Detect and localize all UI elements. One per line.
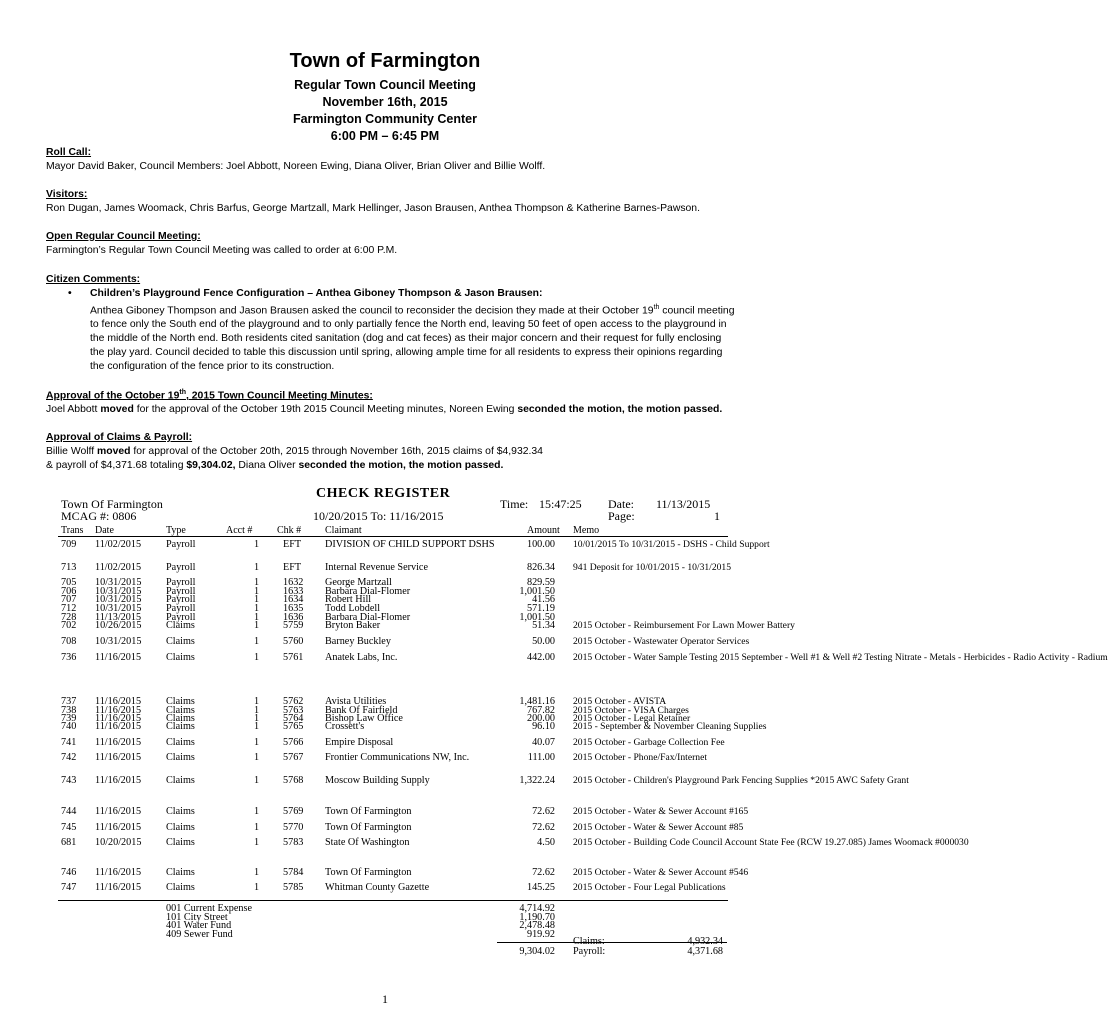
cell-trans: 702 (61, 620, 77, 631)
cell-date: 11/16/2015 (95, 737, 142, 748)
table-row (0, 637, 770, 647)
fund-name: 001 Current Expense (166, 903, 253, 914)
cell-claimant: Anatek Labs, Inc. (325, 652, 398, 663)
table-row (0, 753, 770, 763)
cell-date: 11/16/2015 (95, 867, 142, 878)
cell-acct: 1 (254, 806, 260, 817)
roll-call-text: Mayor David Baker, Council Members: Joel Abbott, Noreen Ewing, Diana Oliver, Brian Oliver and Billie Wolff. (46, 161, 546, 172)
payroll-total-value: 4,371.68 (687, 946, 723, 957)
cell-type: Claims (166, 705, 195, 716)
cell-acct: 1 (254, 620, 260, 631)
cell-chk: 5766 (283, 737, 304, 748)
cell-trans: 739 (61, 713, 77, 724)
cell-trans: 738 (61, 705, 77, 716)
register-page-label: Page: (608, 509, 635, 523)
cell-amount: 72.62 (532, 822, 555, 833)
cell-chk: 5770 (283, 822, 304, 833)
register-date-range: 10/20/2015 To: 11/16/2015 (313, 509, 444, 523)
minutes-mover: Joel Abbott (46, 404, 101, 416)
cell-acct: 1 (254, 882, 260, 893)
cell-type: Claims (166, 652, 195, 663)
cell-type: Claims (166, 867, 195, 878)
cell-amount: 1,001.50 (519, 586, 555, 597)
cell-date: 11/16/2015 (95, 652, 142, 663)
minutes-heading-part1: Approval of the October 19 (46, 390, 180, 402)
cell-chk: 5764 (283, 713, 304, 724)
register-mcag: MCAG #: 0806 (61, 509, 137, 523)
cell-chk: 5767 (283, 752, 304, 763)
cell-claimant: Robert Hill (325, 594, 372, 605)
cell-memo: 2015 October - Legal Retainer (573, 713, 691, 724)
claims-total-label: Claims: (573, 936, 605, 947)
fund-name: 101 City Street (166, 911, 228, 923)
cell-chk: 5765 (283, 721, 304, 732)
fund-amount: 919.92 (526, 928, 555, 940)
cell-acct: 1 (254, 721, 260, 732)
cell-type: Payroll (166, 594, 196, 605)
cell-acct: 1 (254, 867, 260, 878)
register-date: 11/13/2015 (656, 497, 711, 511)
cell-trans: 712 (61, 603, 77, 614)
payroll-total-label: Payroll: (573, 946, 606, 957)
citizen-comment-body-part2: council meeting to fence only the South end of the playground and to only partially fence the North end, leaving 50 feet of open access to the playground in the middle of the North end. Both residents cited sanitation (dog and cat feces) as their major concern and their request for fully enclosing the play yard. Council decided to table this discussion until spring, allowing ample time for all residents to express their opinions regarding the configuration of the fence prior to its construction. (90, 305, 735, 373)
cell-trans: 708 (61, 636, 77, 647)
cell-date: 11/13/2015 (95, 612, 142, 623)
fund-amount: 4,714.92 (519, 903, 555, 914)
citizen-comments-heading: Citizen Comments: (46, 274, 141, 285)
cell-type: Claims (166, 713, 195, 724)
cell-amount: 442.00 (526, 652, 555, 663)
col-chk: Chk # (277, 525, 302, 536)
cell-amount: 41.56 (532, 594, 555, 605)
cell-date: 11/16/2015 (95, 705, 142, 716)
cell-trans: 713 (61, 562, 77, 573)
citizen-comment-title: Children’s Playground Fence Configuration – Anthea Giboney Thompson & Jason Brausen: (90, 288, 543, 299)
register-town: Town Of Farmington (61, 497, 163, 511)
cell-type: Claims (166, 752, 195, 763)
cell-type: Claims (166, 775, 195, 786)
cell-date: 11/16/2015 (95, 696, 142, 707)
visitors-section (46, 188, 736, 216)
cell-memo: 2015 October - Reimbursement For Lawn Mower Battery (573, 620, 795, 631)
cell-trans: 706 (61, 586, 77, 597)
register-date-label: Date: (608, 497, 634, 511)
table-row (0, 652, 1108, 663)
cell-date: 10/31/2015 (95, 594, 142, 605)
table-row (0, 868, 770, 878)
minutes-moved: moved (100, 404, 134, 416)
cell-claimant: Bank Of Fairfield (325, 705, 398, 716)
claims-line1 (46, 445, 736, 459)
cell-amount: 1,001.50 (519, 612, 555, 623)
meeting-time: 6:00 PM – 6:45 PM (330, 129, 440, 143)
table-row (0, 823, 770, 833)
cell-trans: 705 (61, 577, 77, 588)
cell-trans: 745 (61, 822, 77, 833)
fund-name: 401 Water Fund (166, 920, 232, 931)
cell-acct: 1 (254, 837, 260, 848)
cell-chk: 5762 (283, 696, 304, 707)
cell-type: Claims (166, 806, 195, 817)
cell-memo: 2015 October - Children's Playground Park Fencing Supplies *2015 AWC Safety Grant (573, 775, 909, 786)
citizen-comment-item (46, 287, 736, 301)
cell-date: 11/16/2015 (95, 721, 142, 732)
minutes-seconded: seconded the motion, the motion passed. (517, 404, 723, 416)
col-trans: Trans (61, 525, 84, 536)
cell-type: Payroll (166, 577, 196, 588)
cell-chk: 1632 (283, 577, 304, 588)
cell-memo: 2015 October - Water Sample Testing 2015 September - Well #1 & Well #2 Testing Nitrate - Metals - Herbicides - Radio Activity - Radium (573, 652, 1108, 663)
cell-chk: EFT (283, 539, 302, 550)
cell-trans: 744 (61, 806, 77, 817)
bullet-icon: • (68, 288, 72, 299)
cell-amount: 40.07 (532, 737, 555, 748)
minutes-heading (46, 386, 736, 403)
cell-acct: 1 (254, 713, 260, 724)
cell-acct: 1 (254, 562, 260, 573)
cell-memo: 941 Deposit for 10/01/2015 - 10/31/2015 (573, 562, 732, 573)
cell-amount: 100.00 (526, 539, 555, 550)
cell-memo: 2015 - September & November Cleaning Supplies (573, 721, 767, 732)
cell-chk: 1636 (283, 612, 304, 623)
check-register-title: CHECK REGISTER (316, 486, 451, 501)
cell-date: 10/31/2015 (95, 577, 142, 588)
cell-claimant: Town Of Farmington (325, 867, 412, 878)
cell-acct: 1 (254, 586, 260, 597)
cell-trans: 742 (61, 752, 77, 763)
grand-total-value: 9,304.02 (519, 946, 555, 957)
table-row (0, 563, 770, 573)
cell-acct: 1 (254, 737, 260, 748)
table-row (0, 837, 969, 848)
cell-trans: 707 (61, 594, 77, 605)
header-divider (58, 536, 728, 537)
cell-amount: 51.34 (532, 620, 555, 631)
cell-acct: 1 (254, 696, 260, 707)
cell-memo: 2015 October - Building Code Council Account State Fee (RCW 19.27.085) James Woomack #000030 (573, 837, 969, 848)
claims-line2 (46, 459, 736, 473)
fund-amount: 1,190.70 (519, 911, 555, 923)
minutes-heading-part2: , 2015 Town Council Meeting Minutes: (185, 390, 373, 402)
cell-claimant: Town Of Farmington (325, 806, 412, 817)
cell-claimant: Town Of Farmington (325, 822, 412, 833)
cell-type: Payroll (166, 539, 196, 550)
col-amount: Amount (527, 525, 560, 536)
citizen-comments-section (46, 273, 736, 374)
table-row (0, 775, 909, 786)
cell-amount: 571.19 (526, 603, 555, 614)
totals-divider (58, 900, 728, 901)
cell-chk: 5784 (283, 867, 304, 878)
cell-type: Payroll (166, 586, 196, 597)
col-memo: Memo (573, 525, 600, 536)
table-row (0, 883, 770, 893)
citizen-comment-body (46, 301, 736, 374)
fund-name: 409 Sewer Fund (166, 928, 233, 940)
open-meeting-section (46, 230, 736, 258)
roll-call-heading: Roll Call: (46, 147, 92, 158)
claims-body2: & payroll of $4,371.68 totaling (46, 460, 187, 471)
cell-type: Claims (166, 822, 195, 833)
table-row (0, 540, 770, 550)
cell-amount: 4.50 (537, 837, 555, 848)
cell-amount: 96.10 (532, 721, 555, 732)
cell-chk: 1633 (283, 586, 304, 597)
cell-chk: 1635 (283, 603, 304, 614)
cell-chk: EFT (283, 562, 302, 573)
cell-date: 10/26/2015 (95, 620, 142, 631)
table-row (0, 722, 770, 732)
cell-trans: 728 (61, 612, 77, 623)
cell-type: Claims (166, 636, 195, 647)
citizen-comment-sup: th (653, 304, 660, 311)
claims-mover: Billie Wolff (46, 446, 98, 457)
claims-seconder: Diana Oliver (235, 460, 299, 471)
cell-acct: 1 (254, 752, 260, 763)
cell-date: 11/16/2015 (95, 806, 142, 817)
cell-type: Claims (166, 882, 195, 893)
cell-amount: 1,322.24 (519, 775, 555, 786)
cell-chk: 5761 (283, 652, 304, 663)
claims-total: $9,304.02, (186, 460, 236, 471)
cell-claimant: Whitman County Gazette (325, 882, 430, 893)
cell-acct: 1 (254, 652, 260, 663)
register-page: 1 (714, 509, 720, 523)
cell-date: 11/02/2015 (95, 562, 142, 573)
fund-amount: 2,478.48 (519, 920, 555, 931)
cell-chk: 5769 (283, 806, 304, 817)
cell-acct: 1 (254, 822, 260, 833)
col-type: Type (166, 525, 186, 536)
cell-type: Claims (166, 721, 195, 732)
cell-chk: 5785 (283, 882, 304, 893)
cell-amount: 1,481.16 (519, 696, 555, 707)
roll-call-section (46, 146, 736, 174)
cell-chk: 5768 (283, 775, 304, 786)
cell-trans: 736 (61, 652, 77, 663)
cell-claimant: Avista Utilities (325, 696, 387, 707)
cell-date: 10/31/2015 (95, 636, 142, 647)
claims-moved: moved (97, 446, 131, 457)
cell-claimant: DIVISION OF CHILD SUPPORT DSHS (325, 539, 495, 550)
table-row (0, 620, 795, 631)
cell-type: Claims (166, 696, 195, 707)
cell-memo: 2015 October - Phone/Fax/Internet (573, 752, 708, 763)
cell-claimant: Moscow Building Supply (325, 775, 430, 786)
claims-section (46, 431, 736, 473)
claims-heading: Approval of Claims & Payroll: (46, 432, 193, 443)
cell-memo: 2015 October - Water & Sewer Account #165 (573, 806, 749, 817)
cell-date: 11/16/2015 (95, 713, 142, 724)
cell-memo: 2015 October - AVISTA (573, 696, 667, 707)
cell-trans: 741 (61, 737, 77, 748)
cell-acct: 1 (254, 636, 260, 647)
cell-amount: 72.62 (532, 806, 555, 817)
cell-amount: 767.82 (526, 705, 555, 716)
register-time: 15:47:25 (539, 497, 582, 511)
cell-type: Payroll (166, 612, 196, 623)
cell-claimant: Frontier Communications NW, Inc. (325, 752, 470, 763)
cell-amount: 50.00 (532, 636, 555, 647)
cell-claimant: Empire Disposal (325, 737, 394, 748)
register-time-label: Time: (500, 497, 529, 511)
open-meeting-text: Farmington’s Regular Town Council Meeting was called to order at 6:00 P.M. (46, 245, 398, 256)
cell-acct: 1 (254, 594, 260, 605)
cell-claimant: Todd Lobdell (325, 603, 381, 614)
cell-acct: 1 (254, 603, 260, 614)
cell-acct: 1 (254, 612, 260, 623)
cell-date: 11/16/2015 (95, 882, 142, 893)
cell-memo: 2015 October - Four Legal Publications (573, 882, 726, 893)
cell-amount: 829.59 (526, 577, 555, 588)
meeting-type: Regular Town Council Meeting (294, 78, 476, 92)
cell-amount: 200.00 (526, 713, 555, 724)
citizen-comment-body-part1: Anthea Giboney Thompson and Jason Brausen asked the council to reconsider the decision they made at their October 19 (90, 305, 654, 317)
cell-claimant: Bryton Baker (325, 620, 381, 631)
cell-type: Payroll (166, 603, 196, 614)
minutes-section (46, 386, 736, 417)
cell-type: Claims (166, 737, 195, 748)
cell-date: 10/31/2015 (95, 586, 142, 597)
cell-date: 11/16/2015 (95, 822, 142, 833)
cell-memo: 2015 October - Garbage Collection Fee (573, 737, 725, 748)
cell-date: 10/31/2015 (95, 603, 142, 614)
cell-memo: 10/01/2015 To 10/31/2015 - DSHS - Child Support (573, 539, 770, 550)
cell-trans: 740 (61, 721, 77, 732)
cell-trans: 709 (61, 539, 77, 550)
cell-amount: 72.62 (532, 867, 555, 878)
cell-memo: 2015 October - Water & Sewer Account #546 (573, 867, 749, 878)
minutes-heading-sup: th (179, 389, 186, 396)
cell-claimant: George Martzall (325, 577, 392, 588)
cell-trans: 681 (61, 837, 77, 848)
cell-type: Payroll (166, 562, 196, 573)
cell-claimant: State Of Washington (325, 837, 410, 848)
cell-claimant: Bishop Law Office (325, 713, 403, 724)
cell-claimant: Barney Buckley (325, 636, 391, 647)
cell-chk: 5763 (283, 705, 304, 716)
cell-claimant: Internal Revenue Service (325, 562, 428, 573)
cell-trans: 746 (61, 867, 77, 878)
visitors-heading: Visitors: (46, 189, 88, 200)
cell-chk: 1634 (283, 594, 304, 605)
minutes-text (46, 403, 736, 417)
meeting-location: Farmington Community Center (292, 112, 478, 126)
open-meeting-heading: Open Regular Council Meeting: (46, 231, 201, 242)
cell-date: 10/20/2015 (95, 837, 142, 848)
cell-memo: 2015 October - VISA Charges (573, 705, 689, 716)
cell-claimant: Barbara Dial-Flomer (325, 586, 411, 597)
cell-trans: 747 (61, 882, 77, 893)
cell-amount: 145.25 (526, 882, 555, 893)
table-row (0, 738, 770, 748)
cell-claimant: Barbara Dial-Flomer (325, 612, 411, 623)
col-acct: Acct # (226, 525, 253, 536)
minutes-body: for the approval of the October 19th 2015 Council Meeting minutes, Noreen Ewing (133, 404, 518, 416)
cell-chk: 5783 (283, 837, 304, 848)
cell-acct: 1 (254, 705, 260, 716)
cell-date: 11/16/2015 (95, 775, 142, 786)
table-row (0, 807, 770, 817)
meeting-date: November 16th, 2015 (322, 95, 448, 109)
claims-body1: for approval of the October 20th, 2015 through November 16th, 2015 claims of $4,932.34 (130, 446, 543, 457)
cell-amount: 826.34 (526, 562, 555, 573)
col-date: Date (95, 525, 114, 536)
cell-claimant: Crossett's (325, 721, 365, 732)
cell-date: 11/02/2015 (95, 539, 142, 550)
claims-seconded: seconded the motion, the motion passed. (298, 460, 504, 471)
claims-total-value: 4,932.34 (687, 936, 723, 947)
cell-trans: 743 (61, 775, 77, 786)
cell-chk: 5760 (283, 636, 304, 647)
page-number: 1 (382, 992, 388, 1006)
visitors-text: Ron Dugan, James Woomack, Chris Barfus, George Martzall, Mark Hellinger, Jason Brausen, Anthea Thompson & Katherine Barnes-Pawson. (46, 203, 700, 214)
cell-acct: 1 (254, 539, 260, 550)
cell-memo: 2015 October - Wastewater Operator Services (573, 636, 750, 647)
cell-date: 11/16/2015 (95, 752, 142, 763)
cell-type: Claims (166, 837, 195, 848)
cell-acct: 1 (254, 577, 260, 588)
cell-amount: 111.00 (527, 752, 555, 763)
cell-acct: 1 (254, 775, 260, 786)
cell-trans: 737 (61, 696, 77, 707)
cell-type: Claims (166, 620, 195, 631)
cell-memo: 2015 October - Water & Sewer Account #85 (573, 822, 744, 833)
col-claimant: Claimant (325, 525, 362, 536)
cell-chk: 5759 (283, 620, 304, 631)
document-title: Town of Farmington (289, 50, 481, 72)
